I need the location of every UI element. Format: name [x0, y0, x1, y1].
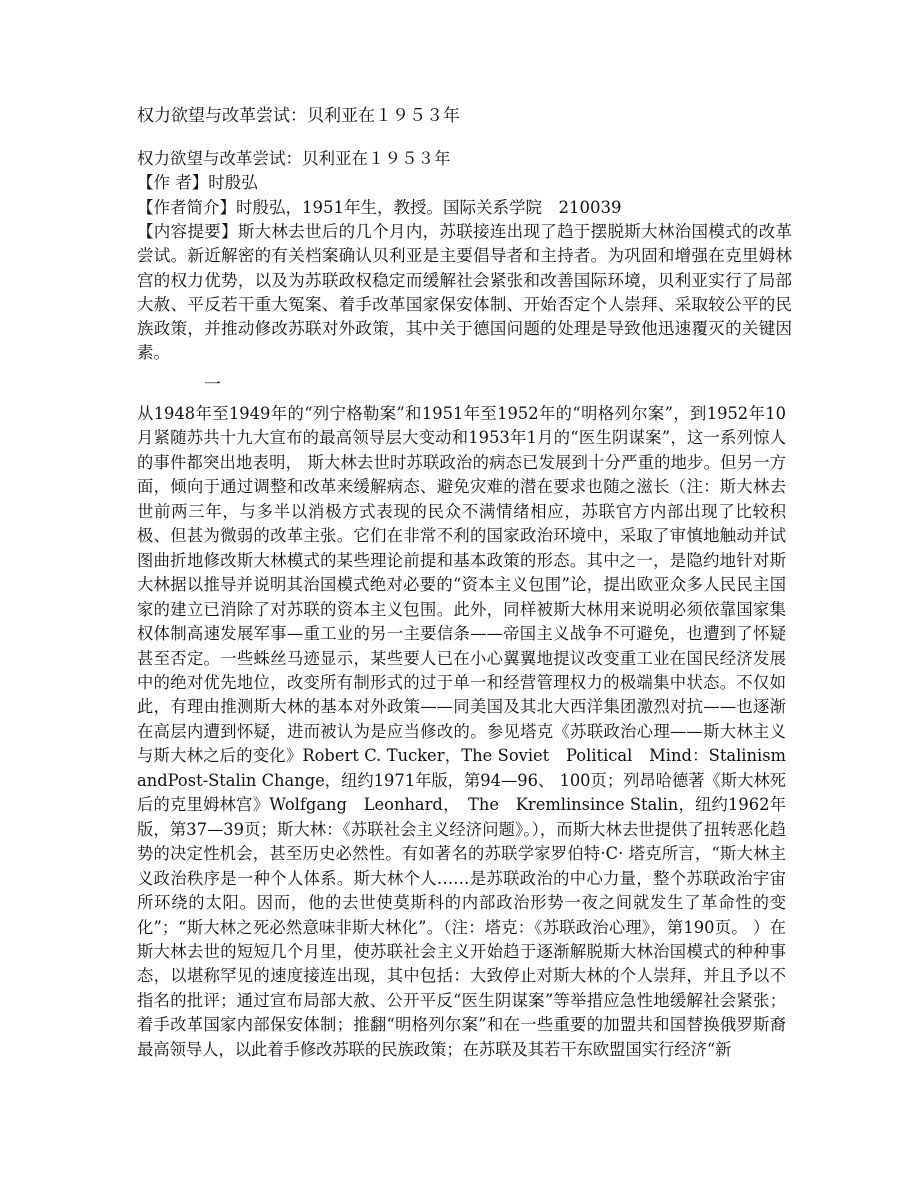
document-title: 权力欲望与改革尝试：贝利亚在１９５３年 — [137, 106, 460, 126]
section-heading: 一 — [204, 375, 221, 395]
author-line: 【作 者】时殷弘 — [137, 173, 258, 193]
author-bio: 【作者简介】时殷弘，1951年生，教授。国际关系学院 210039 — [137, 197, 622, 217]
abstract-paragraph: 【内容提要】斯大林去世后的几个月内，苏联接连出现了趋于摆脱斯大林治国模式的改革尝试。新近解密的有关档案确认贝利亚是主要倡导者和主持者。为巩固和增强在克里姆林宫的权力优势，以及为苏联政权稳定而缓解社会紧张和改善国际环境，贝利亚实行了局部大赦、平反若干重大冤案、着手改革国家保安体制、开始否定个人崇拜、采取较公平的民族政策，并推动修改苏联对外政策，其中关于德国问题的处理是导致他迅速覆灭的关键因素。 — [137, 222, 792, 363]
article-title: 权力欲望与改革尝试：贝利亚在１９５３年 — [137, 149, 451, 168]
article-header — [137, 147, 797, 220]
body-paragraph: 从1948年至1949年的“列宁格勒案”和1951年至1952年的“明格列尔案”，到1952年10月紧随苏共十九大宣布的最高领导层大变动和1953年1月的“医生阴谋案”，这一系列惊人的事件都突出地表明， 斯大林去世时苏联政治的病态已发展到十分严重的地步。但另一方面，倾向于通过调整和改革来缓解病态、避免灾难的潜在要求也随之滋长（注：斯大林去世前两三年，与多半以消极方式表现的民众不满情绪相应，苏联官方内部出现了比较积极、但甚为微弱的改革主张。它们在非常不利的国家政治环境中，采取了审慎地触动并试图曲折地修改斯大林模式的某些理论前提和基本政策的形态。其中之一，是隐约地针对斯大林据以推导并说明其治国模式绝对必要的“资本主义包围”论，提出欧亚众多人民民主国家的建立已消除了对苏联的资本主义包围。此外，同样被斯大林用来说明必须依靠国家集权体制高速发展军事—重工业的另一主要信条——帝国主义战争不可避免，也遭到了怀疑甚至否定。一些蛛丝马迹显示，某些要人已在小心翼翼地提议改变重工业在国民经济发展中的绝对优先地位，改变所有制形式的过于单一和经营管理权力的极端集中状态。不仅如此，有理由推测斯大林的基本对外政策——同美国及其北大西洋集团激烈对抗——也逐渐在高层内遭到怀疑，进而被认为是应当修改的。参见塔克《苏联政治心理——斯大林主义与斯大林之后的变化》Robert C. Tucker，The Soviet Political Mind：Stalinism andPost-Stalin Change，纽约1971年版，第94—96、 100页；列昂哈德著《斯大林死后的克里姆林宫》Wolfgang Leonhard， The Kremlinsince Stalin，纽约1962年版，第37—39页；斯大林：《苏联社会主义经济问题》。），而斯大林去世提供了扭转恶化趋势的决定性机会，甚至历史必然性。有如著名的苏联学家罗伯特·C· 塔克所言，“斯大林主义政治秩序是一种个人体系。斯大林个人……是苏联政治的中心力量，整个苏联政治宇宙所环绕的太阳。因而，他的去世使莫斯科的内部政治形势一夜之间就发生了革命性的变化”；“斯大林之死必然意味非斯大林化”。（注：塔克：《苏联政治心理》，第190页。 ）在斯大林去世的短短几个月里，使苏联社会主义开始趋于逐渐解脱斯大林治国模式的种种事态，以堪称罕见的速度接连出现，其中包括：大致停止对斯大林的个人崇拜，并且予以不指名的批评；通过宣布局部大赦、公开平反“医生阴谋案”等举措应急性地缓解社会紧张；着手改革国家内部保安体制；推翻“明格列尔案”和在一些重要的加盟共和国替换俄罗斯裔最高领导人，以此着手修改苏联的民族政策；在苏联及其若干东欧盟国实行经济“新 — [137, 404, 786, 1059]
